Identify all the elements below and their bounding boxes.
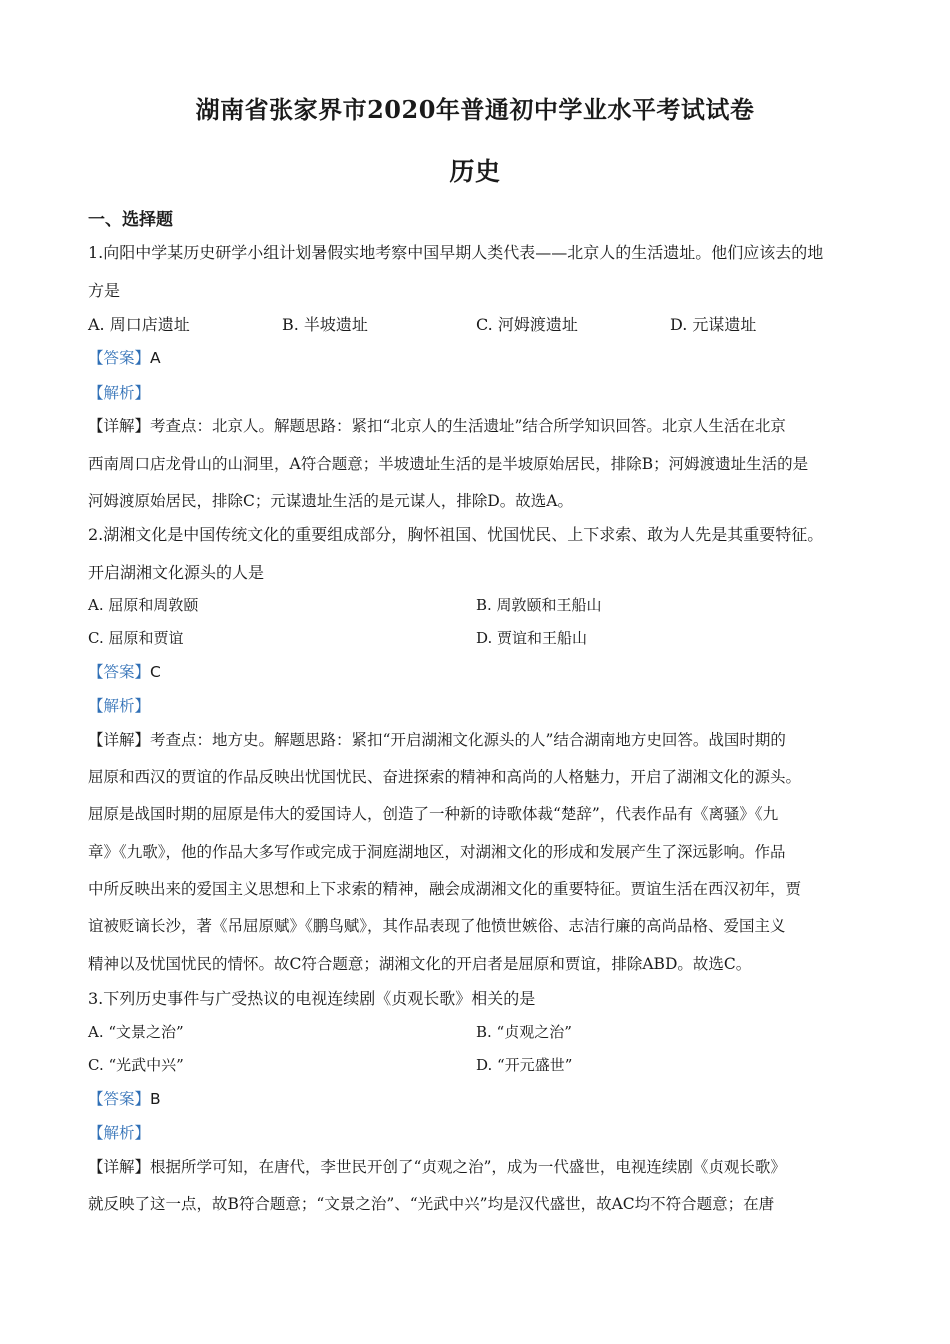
q2-detail-line4: 章》《九歌》，他的作品大多写作或完成于洞庭湖地区，对湖湘文化的形成和发展产生了深远影响。作品 xyxy=(88,843,786,861)
q2-option-a: A. 屈原和周敦颐 xyxy=(88,596,199,614)
answer-tag: 【答案】 xyxy=(88,349,151,367)
exam-subject: 历史 xyxy=(449,157,501,186)
q2-stem-line2: 开启湖湘文化源头的人是 xyxy=(88,563,265,582)
detail-tag: 【详解】 xyxy=(88,417,151,435)
q1-answer-row xyxy=(88,346,868,368)
q2-detail-line3: 屈原是战国时期的屈原是伟大的爱国诗人，创造了一种新的诗歌体裁“楚辞”，代表作品有《离骚》《九 xyxy=(88,805,779,823)
q2-detail-line7: 精神以及忧国忧民的情怀。故C符合题意；湖湘文化的开启者是屈原和贾谊，排除ABD。故选C。 xyxy=(88,955,752,973)
q2-detail-line1 xyxy=(88,728,868,750)
q3-stem-line1: 3.下列历史事件与广受热议的电视连续剧《贞观长歌》相关的是 xyxy=(88,989,536,1008)
q1-option-c: C. 河姆渡遗址 xyxy=(476,315,578,334)
q1-detail-line2: 西南周口店龙骨山的山洞里，A符合题意；半坡遗址生活的是半坡原始居民，排除B；河姆渡遗址生活的是 xyxy=(88,455,809,473)
q3-option-d: D. “开元盛世” xyxy=(476,1056,573,1074)
q2-analysis-tag: 【解析】 xyxy=(88,697,151,715)
q2-answer-row xyxy=(88,660,868,682)
q2-detail-line2: 屈原和西汉的贾谊的作品反映出忧国忧民、奋进探索的精神和高尚的人格魅力，开启了湖湘文化的源头。 xyxy=(88,768,802,786)
q1-stem-line1: 1.向阳中学某历史研学小组计划暑假实地考察中国早期人类代表——北京人的生活遗址。他们应该去的地 xyxy=(88,243,824,262)
q1-detail-line3: 河姆渡原始居民，排除C；元谋遗址生活的是元谋人，排除D。故选A。 xyxy=(88,492,573,510)
q2-answer-value: C xyxy=(150,663,161,681)
q2-stem-line1: 2.湖湘文化是中国传统文化的重要组成部分，胸怀祖国、忧国忧民、上下求索、敢为人先是其重要特征。 xyxy=(88,525,824,544)
q3-analysis-tag: 【解析】 xyxy=(88,1124,151,1142)
q1-option-b: B. 半坡遗址 xyxy=(282,315,368,334)
q3-option-c: C. “光武中兴” xyxy=(88,1056,184,1074)
q2-detail-line6: 谊被贬谪长沙，著《吊屈原赋》《鹏鸟赋》，其作品表现了他愤世嫉俗、志洁行廉的高尚品格、爱国主义 xyxy=(88,917,786,935)
q1-detail-line1 xyxy=(88,414,868,436)
q1-stem-line2: 方是 xyxy=(88,281,121,300)
q1-option-a: A. 周口店遗址 xyxy=(88,315,190,334)
answer-tag: 【答案】 xyxy=(88,663,151,681)
q3-option-b: B. “贞观之治” xyxy=(476,1023,572,1041)
q3-detail-text1: 根据所学可知，在唐代，李世民开创了“贞观之治”，成为一代盛世，电视连续剧《贞观长歌》 xyxy=(150,1158,786,1176)
q2-option-d: D. 贾谊和王船山 xyxy=(476,629,588,647)
section-heading: 一、选择题 xyxy=(88,210,173,230)
q2-option-c: C. 屈原和贾谊 xyxy=(88,629,184,647)
exam-title: 湖南省张家界市2020年普通初中学业水平考试试卷 xyxy=(195,95,755,124)
q2-detail-text1: 考查点：地方史。解题思路：紧扣“开启湖湘文化源头的人”结合湖南地方史回答。战国时期的 xyxy=(150,731,786,749)
q2-option-b: B. 周敦颐和王船山 xyxy=(476,596,602,614)
q1-answer-value: A xyxy=(150,349,161,367)
q2-detail-line5: 中所反映出来的爱国主义思想和上下求索的精神，融会成湖湘文化的重要特征。贾谊生活在西汉初年，贾 xyxy=(88,880,802,898)
q3-detail-line2: 就反映了这一点，故B符合题意；“文景之治”、“光武中兴”均是汉代盛世，故AC均不符合题意；在唐 xyxy=(88,1195,775,1213)
q3-answer-row xyxy=(88,1087,868,1109)
q1-analysis-tag: 【解析】 xyxy=(88,384,151,402)
q3-detail-line1 xyxy=(88,1155,868,1177)
answer-tag: 【答案】 xyxy=(88,1090,151,1108)
detail-tag: 【详解】 xyxy=(88,1158,151,1176)
q3-answer-value: B xyxy=(150,1090,161,1108)
q1-option-d: D. 元谋遗址 xyxy=(670,315,757,334)
q3-option-a: A. “文景之治” xyxy=(88,1023,184,1041)
detail-tag: 【详解】 xyxy=(88,731,151,749)
q1-detail-text1: 考查点：北京人。解题思路：紧扣“北京人的生活遗址”结合所学知识回答。北京人生活在北京 xyxy=(150,417,786,435)
